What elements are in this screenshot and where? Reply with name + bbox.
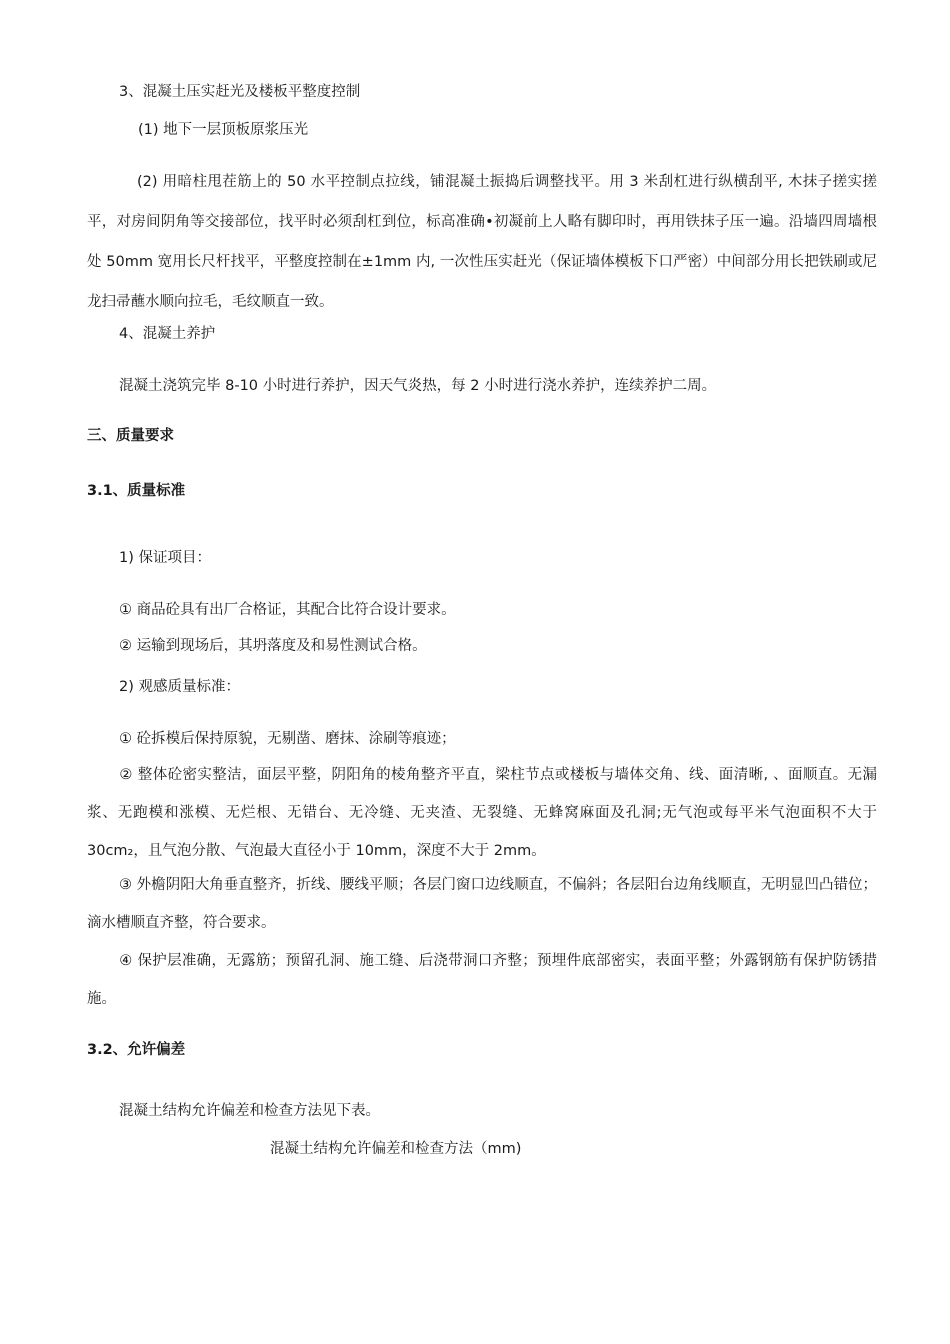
list-title-guarantee: 1) 保证项目： [119,550,211,566]
list-item-visual-3-text: ③ 外檐阴阳大角垂直整齐，折线、腰线平顺；各层门窗口边线顺直，不偏斜；各层阳台边角线顺直，无明显凹凸错位；滴水槽顺直齐整，符合要求。 [87,877,877,931]
list-title-visual: 2) 观感质量标准： [119,679,240,695]
list-item-visual-1: ① 砼拆模后保持原貌，无剔凿、磨抹、涂刷等痕迹； [119,731,456,747]
list-item-guarantee-1: ① 商品砼具有出厂合格证，其配合比符合设计要求。 [119,602,456,618]
section-title-quality: 三、质量要求 [87,428,174,444]
list-item-visual-2-text: ② 整体砼密实整洁，面层平整，阴阳角的棱角整齐平直，梁柱节点或楼板与墙体交角、线、面清晰, 、面顺直。无漏浆、无跑模和涨模、无烂根、无错台、无冷缝、无夹渣、无裂缝、无蜂窝麻面及孔洞;无气泡或每平米气泡面积不大于 30cm₂，且气泡分散、气泡最大直径小于 10mm，深度不大于 2mm。 [87,767,877,859]
list-item-visual-3 [87,866,877,942]
paragraph-leveling-text: (2) 用暗柱甩茬筋上的 50 水平控制点拉线，铺混凝土振捣后调整找平。用 3 米刮杠进行纵横刮平, 木抹子搓实搓平，对房间阴角等交接部位，找平时必须刮杠到位，标高准确•初凝前上人略有脚印时，再用铁抹子压一遍。沿墙四周墙根处 50mm 宽用长尺杆找平，平整度控制在±1mm 内, 一次性压实赶光（保证墙体模板下口严密）中间部分用长把铁刷或尼龙扫帚蘸水顺向拉毛，毛纹顺直一致。 [87,174,877,310]
list-item-visual-4-text: ④ 保护层准确，无露筋；预留孔洞、施工缝、后浇带洞口齐整；预埋件底部密实，表面平整；外露钢筋有保护防锈措施。 [87,953,877,1007]
list-item-visual-4 [87,942,877,1018]
list-item-guarantee-2: ② 运输到现场后，其坍落度及和易性测试合格。 [119,638,427,654]
table-caption: 混凝土结构允许偏差和检查方法（mm) [270,1141,522,1157]
subsection-title-tolerance: 3.2、允许偏差 [87,1042,186,1058]
paragraph-leveling [87,162,877,322]
section-heading-compaction: 3、混凝土压实赶光及楼板平整度控制 [119,84,361,100]
paragraph-tolerance: 混凝土结构允许偏差和检查方法见下表。 [119,1103,380,1119]
paragraph-curing: 混凝土浇筑完毕 8-10 小时进行养护，因天气炎热，每 2 小时进行浇水养护，连续养护二周。 [119,378,717,394]
list-item-visual-2 [87,756,877,870]
subsection-title-standard: 3.1、质量标准 [87,483,186,499]
list-item-press-finish: (1) 地下一层顶板原浆压光 [138,122,309,138]
section-heading-curing: 4、混凝土养护 [119,326,216,342]
